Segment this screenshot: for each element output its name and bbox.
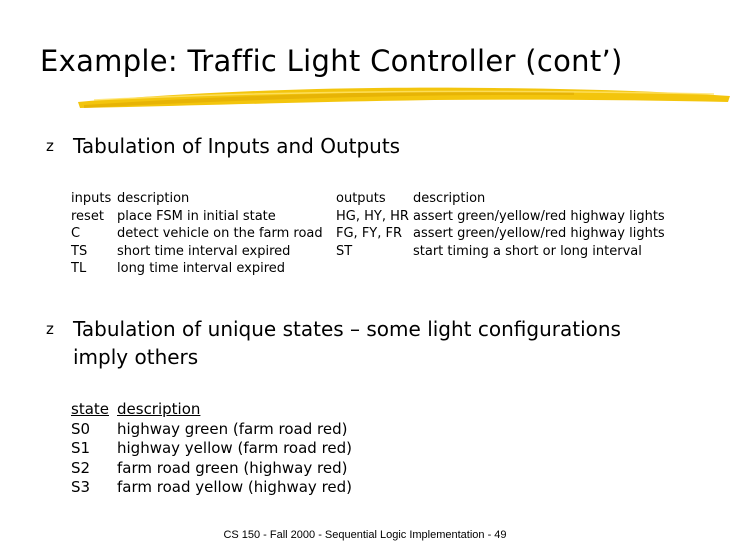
- output-name: FG, FY, FR: [336, 226, 403, 241]
- outputs-column: [336, 190, 409, 260]
- slide-footer: CS 150 - Fall 2000 - Sequential Logic Implementation - 49: [223, 529, 507, 541]
- states-description-column: [117, 400, 352, 498]
- slide-title: Example: Traffic Light Controller (cont’): [40, 44, 623, 78]
- bullet-text-line2: imply others: [73, 345, 199, 369]
- input-description: short time interval expired: [117, 243, 291, 259]
- state-name: S0: [71, 419, 91, 438]
- input-name: TS: [71, 243, 88, 259]
- highlighter-underline: [74, 80, 730, 114]
- output-description: assert green/yellow/red highway lights: [413, 226, 665, 241]
- output-name: HG, HY, HR: [336, 208, 409, 224]
- input-name: reset: [71, 208, 104, 224]
- state-name: S1: [71, 439, 91, 457]
- input-name: TL: [71, 261, 87, 276]
- state-description: farm road green (highway red): [117, 458, 348, 477]
- inputs-header: inputs: [71, 191, 112, 206]
- output-name: ST: [336, 243, 353, 259]
- inputs-description-column: [117, 190, 323, 278]
- output-description: start timing a short or long interval: [413, 243, 642, 259]
- output-description: assert green/yellow/red highway lights: [413, 208, 665, 224]
- state-name: S2: [71, 458, 91, 477]
- states-description-header: description: [117, 400, 201, 418]
- bullet-marker: z: [46, 320, 54, 338]
- states-column: [71, 400, 109, 498]
- input-description: place FSM in initial state: [117, 208, 276, 224]
- state-description: highway yellow (farm road red): [117, 439, 353, 457]
- outputs-description-header: description: [413, 191, 486, 206]
- bullet-text: Tabulation of Inputs and Outputs: [73, 134, 401, 158]
- inputs-description-header: description: [117, 191, 190, 206]
- input-name: C: [71, 226, 81, 241]
- inputs-column: [71, 190, 111, 278]
- states-header: state: [71, 400, 109, 418]
- bullet-marker: z: [46, 137, 54, 155]
- state-description: farm road yellow (highway red): [117, 478, 353, 496]
- outputs-description-column: [413, 190, 665, 260]
- input-description: long time interval expired: [117, 261, 286, 276]
- state-description: highway green (farm road red): [117, 419, 348, 438]
- bullet-text-line1: Tabulation of unique states – some light configurations: [73, 317, 621, 341]
- state-name: S3: [71, 478, 91, 496]
- bullet-unique-states-line2: [73, 343, 198, 371]
- outputs-header: outputs: [336, 191, 386, 206]
- input-description: detect vehicle on the farm road: [117, 226, 323, 241]
